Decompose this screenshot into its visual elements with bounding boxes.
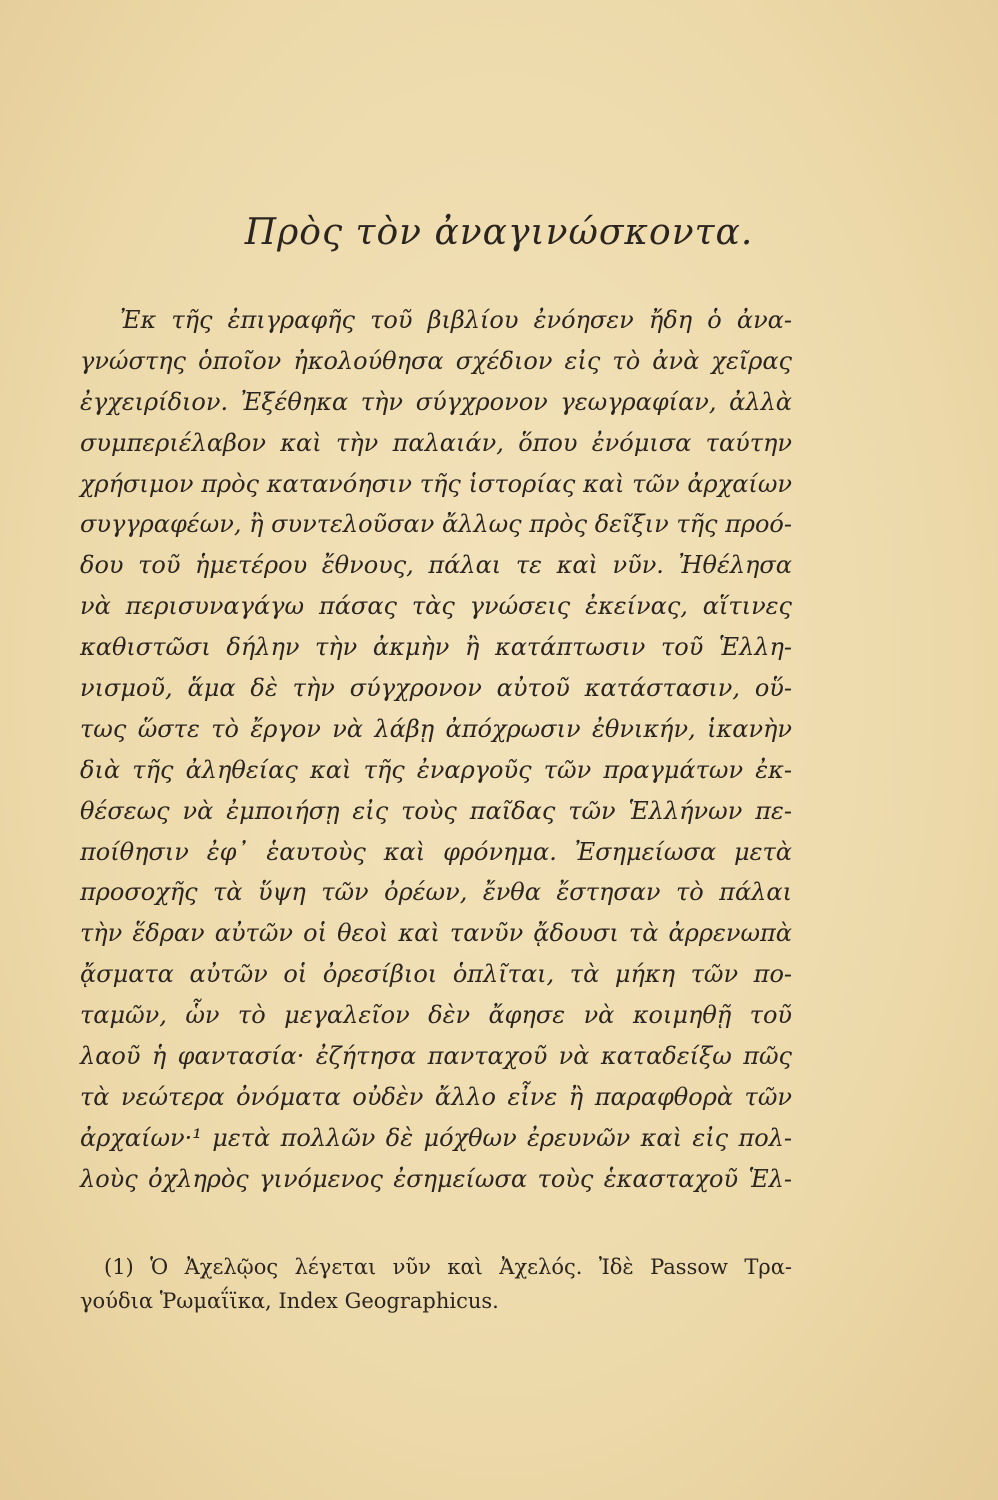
text-line: συγγραφέων, ἢ συντελοῦσαν ἄλλως πρὸς δεῖξιν τῆς προό- [80,510,792,539]
text-line: Ἐκ τῆς ἐπιγραφῆς τοῦ βιβλίου ἐνόησεν ἤδη ὁ ἀνα- [120,306,792,334]
footnote [80,1250,792,1318]
text-line: ἐγχειρίδιον. Ἐξέθηκα τὴν σύγχρονον γεωγραφίαν, ἀλλὰ [80,387,792,416]
body-text [80,300,792,1200]
text-line: τὴν ἕδραν αὐτῶν οἱ θεοὶ καὶ τανῦν ᾄδουσι τὰ ἀρρενωπὰ [80,919,792,948]
text-line: τως ὥστε τὸ ἔργον νὰ λάβῃ ἀπόχρωσιν ἐθνικήν, ἱκανὴν [80,714,792,743]
page-title: Πρὸς τὸν ἀναγινώσκοντα. [244,212,754,253]
text-line: προσοχῆς τὰ ὕψη τῶν ὀρέων, ἔνθα ἔστησαν τὸ πάλαι [80,878,792,907]
footnote-line: γούδια Ῥωμαΐϊκα, Index Geographicus. [80,1289,499,1313]
text-line: τὰ νεώτερα ὀνόματα οὐδὲν ἄλλο εἶνε ἢ παραφθορὰ τῶν [80,1082,792,1111]
text-line: συμπεριέλαβον καὶ τὴν παλαιάν, ὅπου ἐνόμισα ταύτην [80,428,792,457]
text-line: διὰ τῆς ἀληθείας καὶ τῆς ἐναργοῦς τῶν πραγμάτων ἐκ- [80,755,792,784]
text-line: θέσεως νὰ ἐμποιήσῃ εἰς τοὺς παῖδας τῶν Ἑλλήνων πε- [80,796,792,825]
text-line: ταμῶν, ὧν τὸ μεγαλεῖον δὲν ἄφησε νὰ κοιμηθῇ τοῦ [80,1001,792,1030]
text-line: λοὺς ὀχληρὸς γινόμενος ἐσημείωσα τοὺς ἑκασταχοῦ Ἑλ- [80,1164,792,1193]
text-line: καθιστῶσι δήλην τὴν ἀκμὴν ἢ κατάπτωσιν τοῦ Ἑλλη- [80,633,792,662]
text-line: λαοῦ ἡ φαντασία· ἐζήτησα πανταχοῦ νὰ καταδείξω πῶς [80,1042,792,1071]
text-line: νὰ περισυναγάγω πάσας τὰς γνώσεις ἐκείνας, αἵτινες [80,592,792,621]
text-line: ἀρχαίων·¹ μετὰ πολλῶν δὲ μόχθων ἐρευνῶν καὶ εἰς πολ- [80,1123,792,1152]
text-line: νισμοῦ, ἅμα δὲ τὴν σύγχρονον αὐτοῦ κατάστασιν, οὕ- [80,674,792,703]
text-line: δου τοῦ ἡμετέρου ἔθνους, πάλαι τε καὶ νῦν. Ἠθέλησα [80,551,792,580]
text-line: ᾄσματα αὐτῶν οἱ ὀρεσίβιοι ὁπλῖται, τὰ μήκη τῶν πο- [80,960,792,989]
text-line: ποίθησιν ἐφ᾽ ἑαυτοὺς καὶ φρόνημα. Ἐσημείωσα μετὰ [80,837,792,866]
footnote-line: (1) Ὁ Ἀχελῷος λέγεται νῦν καὶ Ἀχελός. Ἰδὲ Passow Τρα- [104,1255,792,1279]
text-line: γνώστης ὁποῖον ἠκολούθησα σχέδιον εἰς τὸ ἀνὰ χεῖρας [80,346,792,375]
text-line: χρήσιμον πρὸς κατανόησιν τῆς ἱστορίας καὶ τῶν ἀρχαίων [80,469,792,498]
